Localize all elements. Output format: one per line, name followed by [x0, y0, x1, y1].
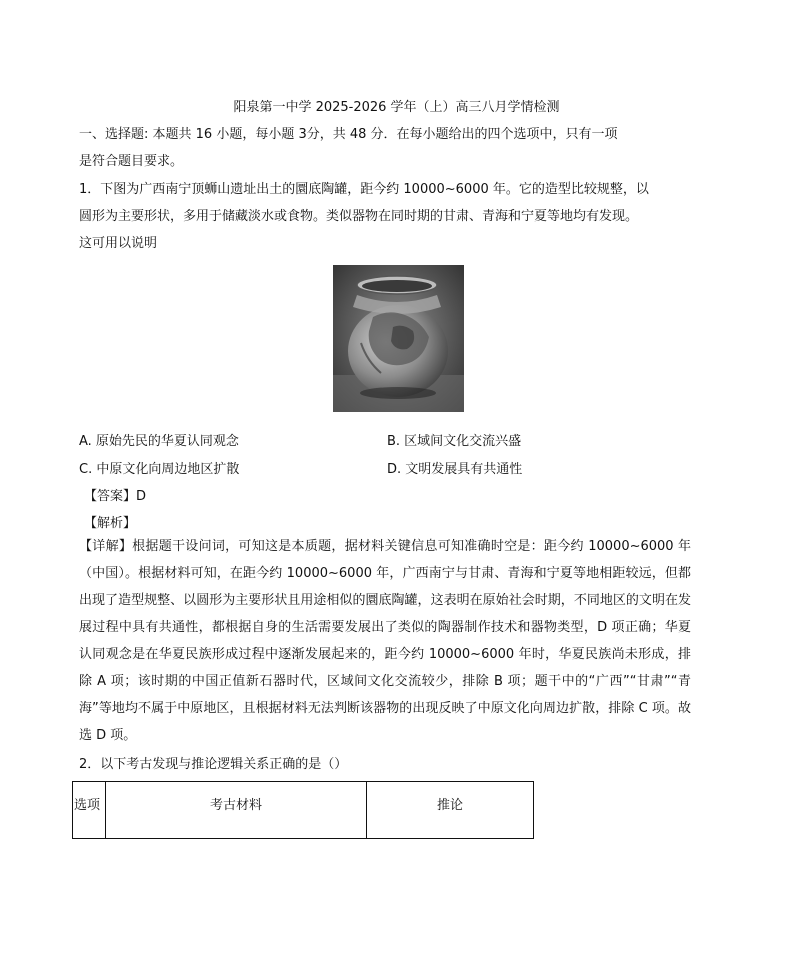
page-title: 阳泉第一中学 2025-2026 学年（上）高三八月学情检测	[233, 100, 560, 115]
q1-analysis-label: 【解析】	[84, 516, 137, 531]
q1-option-d[interactable]: D. 文明发展具有共通性	[387, 462, 523, 477]
section-intro-line2: 是符合题目要求。	[79, 154, 184, 169]
q1-option-a[interactable]: A. 原始先民的华夏认同观念	[79, 434, 239, 449]
q1-stem-line3: 这可用以说明	[79, 236, 158, 251]
q2-table	[72, 781, 534, 839]
pottery-jar-photo	[333, 265, 464, 412]
q1-detail-explanation: 【详解】根据题干设问词，可知这是本质题，据材料关键信息可知准确时空是：距今约 10000~6000 年（中国）。根据材料可知，在距今约 10000~6000 年，广西南宁与甘肃、青海和宁夏等地相距较远，但都出现了造型规整、以圆形为主要形状且用途相似的圜底陶罐，这表明在原始社会时期，不同地区的文明在发展过程中具有共通性，都根据自身的生活需要发展出了类似的陶器制作技术和器物类型，D 项正确；华夏认同观念是在华夏民族形成过程中逐渐发展起来的，距今约 10000~6000 年时，华夏民族尚未形成，排除 A 项；该时期的中国正值新石器时代，区域间文化交流较少，排除 B 项；题干中的“广西”“甘肃”“青海”等地均不属于中原地区，且根据材料无法判断该器物的出现反映了中原文化向周边扩散，排除 C 项。故选 D 项。	[79, 539, 691, 743]
table-row	[73, 782, 534, 839]
q1-option-c[interactable]: C. 中原文化向周边地区扩散	[79, 462, 240, 477]
q1-stem-line1: 1．下图为广西南宁顶蛳山遗址出土的圜底陶罐，距今约 10000~6000 年。它的造型比较规整，以	[79, 182, 649, 197]
q1-answer: 【答案】D	[84, 489, 147, 504]
section-intro-line1: 一、选择题: 本题共 16 小题，每小题 3分，共 48 分．在每小题给出的四个选项中，只有一项	[79, 127, 618, 142]
q2-stem: 2．以下考古发现与推论逻辑关系正确的是（）	[79, 757, 348, 772]
table-header-inference: 推论	[367, 782, 534, 839]
table-header-option: 选项	[73, 782, 106, 839]
q1-option-b[interactable]: B. 区域间文化交流兴盛	[387, 434, 522, 449]
q1-stem-line2: 圆形为主要形状，多用于储藏淡水或食物。类似器物在同时期的甘肃、青海和宁夏等地均有发现。	[79, 209, 639, 224]
table-header-material: 考古材料	[106, 782, 367, 839]
